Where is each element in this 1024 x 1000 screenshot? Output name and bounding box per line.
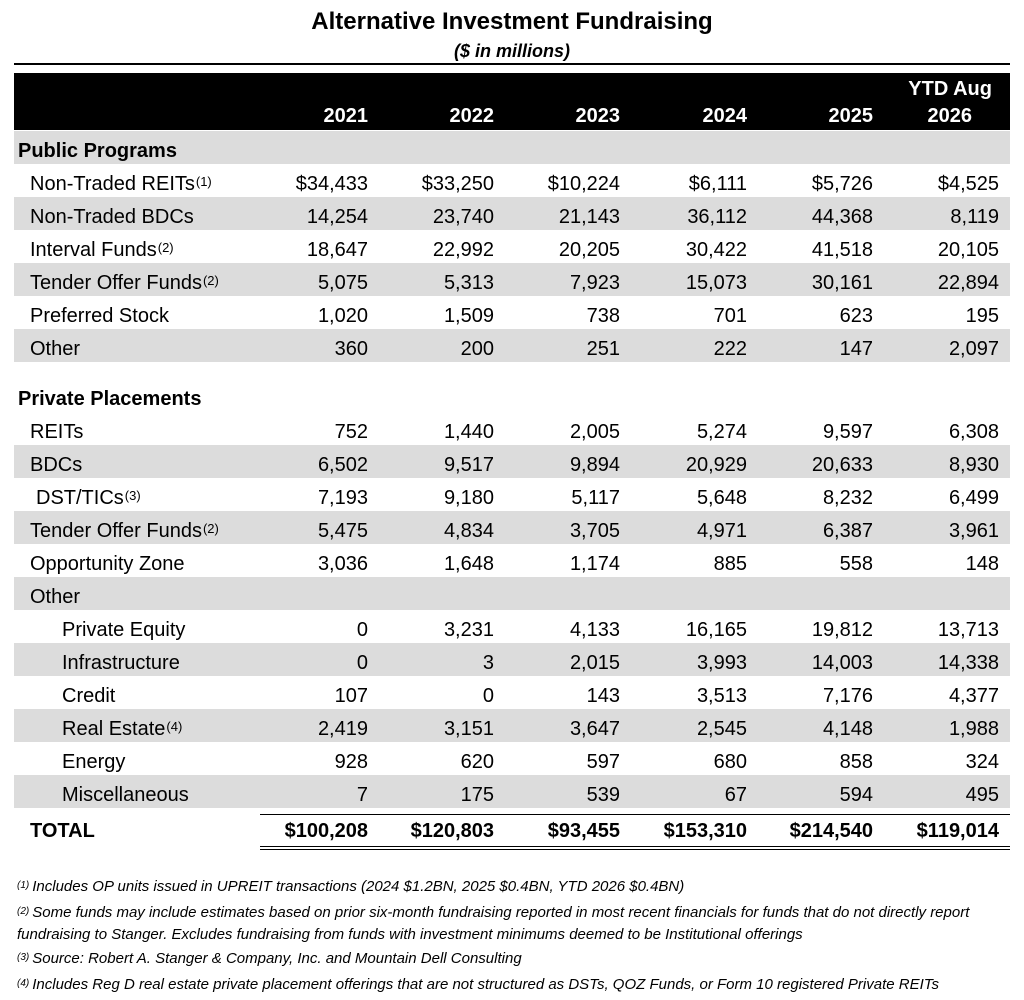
table-cell: 6,387: [822, 520, 873, 542]
table-cell: 0: [356, 619, 368, 641]
table-cell: 30,422: [685, 239, 747, 261]
column-header-2021: 2021: [323, 105, 368, 127]
table-cell: 623: [839, 305, 873, 327]
table-cell: 14,003: [811, 652, 873, 674]
table-cell: 20,929: [685, 454, 747, 476]
total-value: $214,540: [789, 820, 873, 842]
row-label-text: DST/TICs: [36, 487, 124, 509]
total-value: $93,455: [547, 820, 620, 842]
table-row: [14, 329, 1010, 362]
footnote-marker: (3): [17, 952, 30, 963]
table-cell: 4,971: [696, 520, 747, 542]
table-cell: 8,930: [948, 454, 999, 476]
row-label-text: Non-Traded BDCs: [30, 206, 194, 228]
row-label: [30, 296, 170, 329]
row-label-text: Opportunity Zone: [30, 553, 185, 575]
table-cell: 3,705: [569, 520, 620, 542]
table-cell: [627, 577, 747, 610]
row-label-text: Real Estate: [62, 718, 166, 740]
table-cell: 6,502: [317, 454, 368, 476]
table-cell: 858: [839, 751, 873, 773]
row-label: [30, 445, 83, 478]
column-header-2025: 2025: [828, 105, 873, 127]
table-row: [14, 478, 1010, 511]
table-cell: 22,894: [937, 272, 999, 294]
table-cell: 195: [965, 305, 999, 327]
table-cell: 175: [460, 784, 494, 806]
footnote-1: [17, 876, 1007, 898]
table-cell: 5,274: [696, 421, 747, 443]
table-row: [14, 544, 1010, 577]
table-cell: 1,020: [317, 305, 368, 327]
row-label: [30, 263, 219, 296]
table-cell: 2,097: [948, 338, 999, 360]
table-cell: 9,597: [822, 421, 873, 443]
table-row: [14, 445, 1010, 478]
table-cell: 0: [356, 652, 368, 674]
table-cell: 2,545: [696, 718, 747, 740]
table-cell: 44,368: [811, 206, 873, 228]
table-cell: 5,475: [317, 520, 368, 542]
top-rule: [14, 63, 1010, 65]
row-label: [30, 511, 219, 544]
section-header-row: [14, 131, 1010, 164]
table-row: [14, 775, 1010, 808]
column-header-2023: 2023: [575, 105, 620, 127]
table-cell: 4,834: [443, 520, 494, 542]
table-row: [14, 610, 1010, 643]
table-cell: 23,740: [432, 206, 494, 228]
table-cell: 3,993: [696, 652, 747, 674]
column-header-ytd-line1: YTD Aug: [908, 78, 992, 100]
table-cell: 147: [839, 338, 873, 360]
footnote-marker: (2): [17, 906, 30, 917]
row-label: [62, 610, 186, 643]
table-cell: 597: [586, 751, 620, 773]
table-cell: 9,517: [443, 454, 494, 476]
table-cell: 594: [839, 784, 873, 806]
table-cell: 14,338: [937, 652, 999, 674]
table-cell: 680: [713, 751, 747, 773]
footnote-text: Some funds may include estimates based on prior six-month fundraising reported in most recent financials for funds that do not directly report fundraising to Stanger. Excludes fundraising from funds with investment minimums deemed to be Institutional offerings: [17, 904, 970, 943]
row-label: [30, 544, 186, 577]
table-cell: 8,119: [950, 206, 999, 228]
footnote-text: Source: Robert A. Stanger & Company, Inc. and Mountain Dell Consulting: [32, 950, 522, 967]
row-label-text: Tender Offer Funds: [30, 272, 202, 294]
footnote-marker: (3): [124, 488, 141, 503]
table-row: [14, 676, 1010, 709]
row-label: [62, 742, 126, 775]
row-label-text: Preferred Stock: [30, 305, 169, 327]
column-header-2024: 2024: [702, 105, 747, 127]
table-cell: 2,419: [317, 718, 368, 740]
row-label-text: Miscellaneous: [62, 784, 189, 806]
row-label: [62, 775, 190, 808]
table-cell: $5,726: [811, 173, 873, 195]
total-value: $100,208: [284, 820, 368, 842]
table-cell: [879, 577, 999, 610]
row-label: [30, 230, 174, 263]
table-cell: 738: [586, 305, 620, 327]
row-label-text: Energy: [62, 751, 126, 773]
total-label: TOTAL: [30, 820, 95, 842]
table-cell: 620: [460, 751, 494, 773]
table-row: [14, 197, 1010, 230]
table-cell: 5,075: [317, 272, 368, 294]
table-cell: 143: [586, 685, 620, 707]
table-cell: 6,499: [948, 487, 999, 509]
table-cell: 1,174: [569, 553, 620, 575]
table-row: [14, 296, 1010, 329]
table-cell: 13,713: [937, 619, 999, 641]
table-cell: 222: [713, 338, 747, 360]
footnote-text: Includes OP units issued in UPREIT transactions (2024 $1.2BN, 2025 $0.4BN, YTD 2026 $0.4BN): [32, 878, 685, 895]
table-row: [14, 263, 1010, 296]
table-cell: 360: [334, 338, 368, 360]
footnote-marker: (1): [195, 174, 212, 189]
table-cell: 6,308: [948, 421, 999, 443]
table-cell: [753, 577, 873, 610]
row-label-text: REITs: [30, 421, 84, 443]
total-top-rule: [260, 814, 1010, 815]
table-cell: 7,193: [317, 487, 368, 509]
column-header-2022: 2022: [449, 105, 494, 127]
table-cell: 1,988: [948, 718, 999, 740]
row-label-text: Other: [30, 586, 81, 608]
table-cell: 148: [965, 553, 999, 575]
table-cell: 558: [839, 553, 873, 575]
table-cell: $6,111: [688, 173, 747, 195]
table-cell: 928: [334, 751, 368, 773]
table-cell: 9,894: [569, 454, 620, 476]
row-label: [62, 709, 182, 742]
total-double-rule-2: [260, 849, 1010, 850]
row-label: [62, 643, 181, 676]
table-cell: 20,633: [811, 454, 873, 476]
table-cell: 1,440: [443, 421, 494, 443]
table-row: [14, 511, 1010, 544]
table-cell: 14,254: [306, 206, 368, 228]
footnote-marker: (1): [17, 880, 30, 891]
table-row: [14, 164, 1010, 197]
table-cell: 7,176: [822, 685, 873, 707]
table-cell: 539: [586, 784, 620, 806]
column-header-ytd-line2: 2026: [927, 105, 972, 127]
table-row: [14, 412, 1010, 445]
total-double-rule-1: [260, 846, 1010, 847]
row-label-text: Tender Offer Funds: [30, 520, 202, 542]
table-cell: 8,232: [822, 487, 873, 509]
table-cell: 7,923: [569, 272, 620, 294]
table-cell: 3,036: [317, 553, 368, 575]
table-row: [14, 230, 1010, 263]
row-label-text: Credit: [62, 685, 116, 707]
footnote-marker: (2): [202, 521, 219, 536]
row-label: [30, 164, 212, 197]
table-cell: 18,647: [306, 239, 368, 261]
table-cell: 495: [965, 784, 999, 806]
table-cell: 3,151: [443, 718, 494, 740]
table-title: Alternative Investment Fundraising: [311, 8, 713, 35]
table-cell: 21,143: [558, 206, 620, 228]
table-row: [14, 577, 1010, 610]
table-cell: 3: [482, 652, 494, 674]
table-cell: 30,161: [811, 272, 873, 294]
footnote-marker: (2): [157, 240, 174, 255]
row-label: [62, 676, 116, 709]
section-title: Public Programs: [18, 140, 177, 162]
footnote-marker: (4): [166, 719, 183, 734]
table-cell: 5,117: [571, 487, 620, 509]
table-row: [14, 709, 1010, 742]
table-cell: 9,180: [443, 487, 494, 509]
footnote-3: [17, 948, 1007, 970]
table-cell: $34,433: [295, 173, 368, 195]
footnote-4: [17, 974, 1007, 996]
table-cell: 107: [334, 685, 368, 707]
row-label-text: Other: [30, 338, 81, 360]
table-cell: 2,005: [569, 421, 620, 443]
row-label-text: BDCs: [30, 454, 83, 476]
footnote-marker: (4): [17, 978, 30, 989]
table-cell: [500, 577, 620, 610]
table-row: [14, 643, 1010, 676]
table-cell: 324: [965, 751, 999, 773]
table-cell: 67: [724, 784, 747, 806]
table-cell: [374, 577, 494, 610]
table-cell: 701: [713, 305, 747, 327]
footnote-marker: (2): [202, 273, 219, 288]
table-cell: 200: [460, 338, 494, 360]
table-cell: $10,224: [547, 173, 620, 195]
table-row: [14, 742, 1010, 775]
table-cell: 0: [482, 685, 494, 707]
table-cell: $33,250: [421, 173, 494, 195]
footnote-text: Includes Reg D real estate private placement offerings that are not structured as DSTs, QOZ Funds, or Form 10 registered Private REITs: [32, 976, 940, 993]
table-cell: [248, 577, 368, 610]
table-cell: 3,961: [948, 520, 999, 542]
table-cell: 15,073: [685, 272, 747, 294]
table-cell: 4,133: [569, 619, 620, 641]
row-label: [30, 412, 84, 445]
row-label: [30, 197, 195, 230]
row-label-text: Private Equity: [62, 619, 186, 641]
table-cell: 1,648: [443, 553, 494, 575]
footnote-2: [17, 902, 1007, 946]
table-cell: 2,015: [569, 652, 620, 674]
total-value: $120,803: [410, 820, 494, 842]
table-cell: 3,513: [696, 685, 747, 707]
table-cell: 20,205: [558, 239, 620, 261]
table-cell: 3,647: [569, 718, 620, 740]
row-label: [30, 577, 81, 610]
table-cell: 5,313: [443, 272, 494, 294]
table-cell: 16,165: [685, 619, 747, 641]
table-cell: 20,105: [937, 239, 999, 261]
table-cell: 3,231: [443, 619, 494, 641]
table-cell: 36,112: [687, 206, 747, 228]
table-cell: 41,518: [811, 239, 873, 261]
table-cell: 1,509: [443, 305, 494, 327]
total-value: $119,014: [916, 820, 999, 842]
table-cell: $4,525: [937, 173, 999, 195]
table-cell: 22,992: [432, 239, 494, 261]
row-label-text: Non-Traded REITs: [30, 173, 195, 195]
table-cell: 4,377: [948, 685, 999, 707]
table-cell: 4,148: [822, 718, 873, 740]
row-label: [30, 329, 81, 362]
row-label-text: Interval Funds: [30, 239, 157, 261]
total-value: $153,310: [663, 820, 747, 842]
table-cell: 5,648: [696, 487, 747, 509]
section-header-row: [14, 379, 1010, 412]
row-label-text: Infrastructure: [62, 652, 180, 674]
section-title: Private Placements: [18, 388, 202, 410]
row-label: [36, 478, 141, 511]
table-cell: 7: [356, 784, 368, 806]
table-cell: 752: [334, 421, 368, 443]
table-cell: 251: [586, 338, 620, 360]
table-subtitle: ($ in millions): [453, 41, 570, 61]
table-cell: 19,812: [811, 619, 873, 641]
table-cell: 885: [713, 553, 747, 575]
